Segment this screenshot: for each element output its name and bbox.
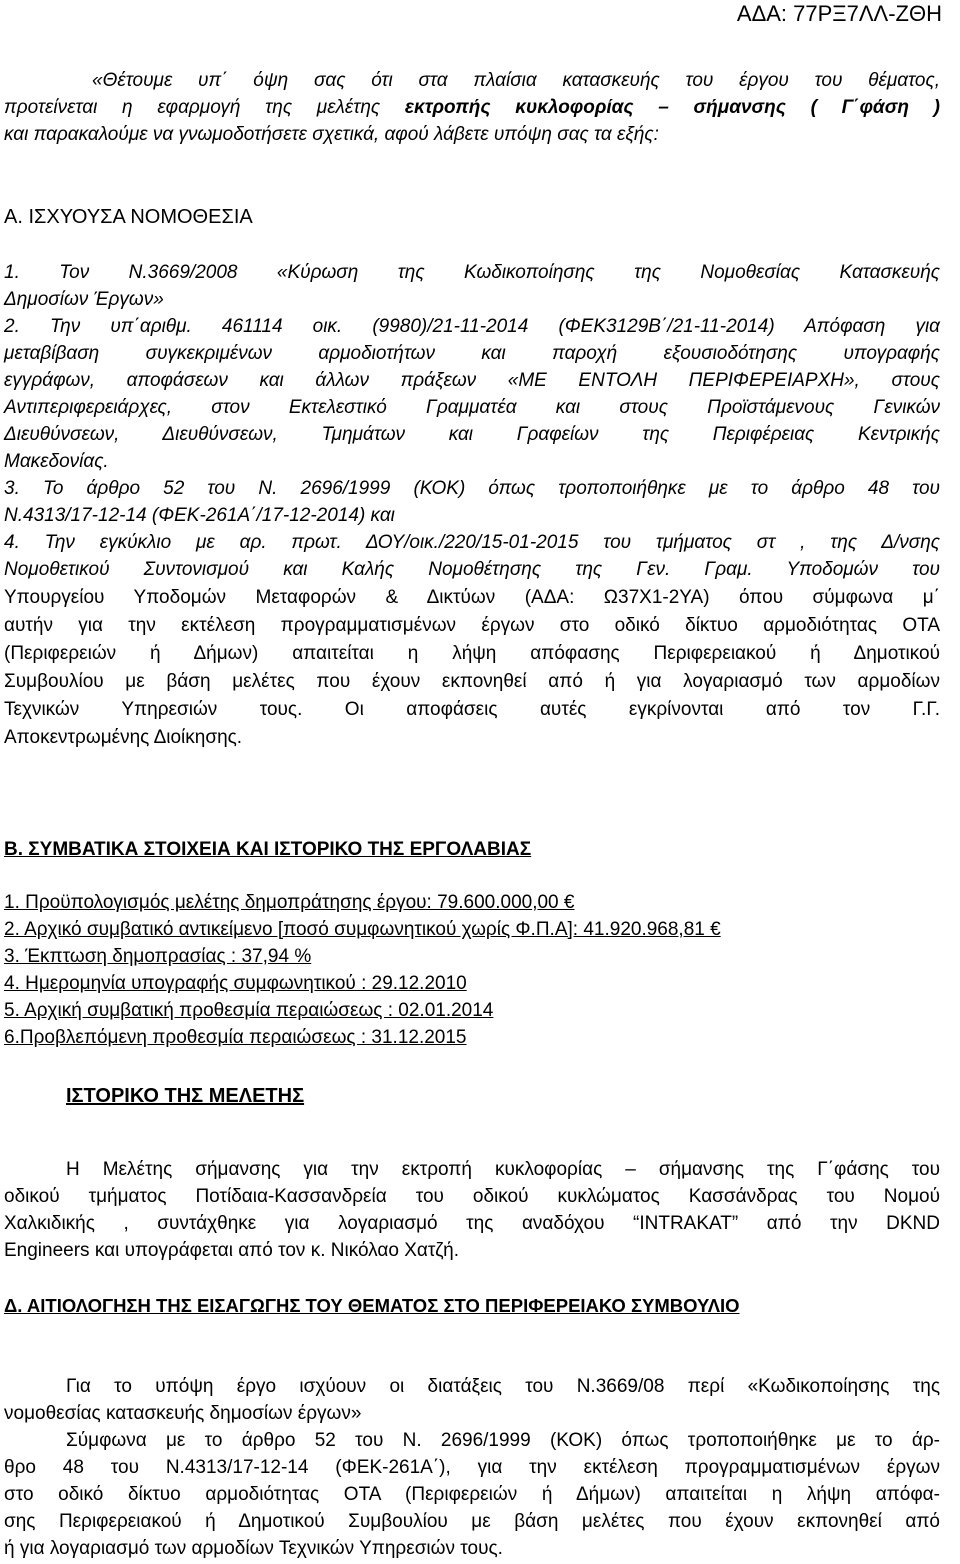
contract-item: 2. Αρχικό συμβατικό αντικείμενο [ποσό συμφωνητικού χωρίς Φ.Π.Α]: 41.920.968,81 € [4, 919, 721, 940]
section-a-line: Αποκεντρωμένης Διοίκησης. [4, 727, 243, 748]
section-d-title: Δ. ΑΙΤΙΟΛΟΓΗΣΗ ΤΗΣ ΕΙΣΑΓΩΓΗΣ ΤΟΥ ΘΕΜΑΤΟΣ ΣΤΟ ΠΕΡΙΦΕΡΕΙΑΚΟ ΣΥΜΒΟΥΛΙΟ [4, 1295, 740, 1316]
section-a-title: Α. ΙΣΧΥΟΥΣΑ ΝΟΜΟΘΕΣΙΑ [4, 206, 253, 228]
contract-item: 6.Προβλεπόμενη προθεσμία περαιώσεως : 31.12.2015 [4, 1027, 467, 1048]
ada-code: ΑΔΑ: 77ΡΞ7ΛΛ-ΖΘΗ [736, 1, 942, 26]
section-a-line: Ν.4313/17-12-14 (ΦΕΚ-261Α΄/17-12-2014) και [4, 505, 395, 526]
intro-line-1: «Θέτουμε υπ΄ όψη σας ότι στα πλαίσια κατασκευής του έργου του θέματος, [92, 70, 940, 91]
section-a-line: Αντιπεριφερειάρχες, στον Εκτελεστικό Γραμματέα και στους Προϊστάμενους Γενικών [4, 397, 940, 418]
section-d-line: στο οδικό δίκτυο αρμοδιότητας ΟΤΑ (Περιφερειών ή Δήμων) απαιτείται η λήψη απόφα- [4, 1484, 940, 1505]
section-b-title: Β. ΣΥΜΒΑΤΙΚΑ ΣΤΟΙΧΕΙΑ ΚΑΙ ΙΣΤΟΡΙΚΟ ΤΗΣ ΕΡΓΟΛΑΒΙΑΣ [4, 839, 532, 860]
section-a-line: 1. Τον Ν.3669/2008 «Κύρωση της Κωδικοποίησης της Νομοθεσίας Κατασκευής [4, 262, 940, 283]
history-line: οδικού τμήματος Ποτίδαια-Κασσανδρεία του οδικού κυκλώματος Κασσάνδρας του Νομού [4, 1186, 940, 1207]
section-a-line: Υπουργείου Υποδομών Μεταφορών & Δικτύων (ΑΔΑ: Ω37Χ1-2ΥΑ) όπου σύμφωνα μ΄ [4, 587, 940, 608]
section-a-line: μεταβίβαση συγκεκριμένων αρμοδιοτήτων και παροχή εξουσιοδότησης υπογραφής [4, 343, 940, 364]
section-a-line: 2. Την υπ΄αριθμ. 461114 οικ. (9980)/21-11-2014 (ΦΕΚ3129Β΄/21-11-2014) Απόφαση για [4, 316, 940, 337]
section-a-line: Συμβουλίου με βάση μελέτες που έχουν εκπονηθεί από ή για λογαριασμό των αρμοδίων [4, 671, 940, 692]
section-a-line: Τεχνικών Υπηρεσιών τους. Οι αποφάσεις αυτές εγκρίνονται από τον Γ.Γ. [4, 699, 940, 720]
history-line: Η Μελέτης σήμανσης για την εκτροπή κυκλοφορίας – σήμανσης της Γ΄φάσης του [66, 1159, 940, 1180]
intro-line-2a: προτείνεται η εφαρμογή της μελέτης [4, 97, 405, 118]
history-line: Engineers και υπογράφεται από τον κ. Νικόλαο Χατζή. [4, 1240, 459, 1261]
intro-line-3: και παρακαλούμε να γνωμοδοτήσετε σχετικά, αφού λάβετε υπόψη σας τα εξής: [4, 124, 659, 145]
section-d-line: θρο 48 του Ν.4313/17-12-14 (ΦΕΚ-261Α΄), για την εκτέλεση προγραμματισμένων έργων [4, 1457, 940, 1478]
intro-line-2 [4, 97, 940, 119]
section-a-line: Δημοσίων Έργων» [4, 289, 164, 310]
contract-item: 4. Ημερομηνία υπογραφής συμφωνητικού : 29.12.2010 [4, 973, 467, 994]
contract-item: 1. Προϋπολογισμός μελέτης δημοπράτησης έργου: 79.600.000,00 € [4, 892, 575, 913]
contract-item: 5. Αρχική συμβατική προθεσμία περαιώσεως : 02.01.2014 [4, 1000, 494, 1021]
section-a-line: 3. Το άρθρο 52 του Ν. 2696/1999 (ΚΟΚ) όπως τροποποιήθηκε με το άρθρο 48 του [4, 478, 940, 499]
section-a-line: εγγράφων, αποφάσεων και άλλων πράξεων «ΜΕ ΕΝΤΟΛΗ ΠΕΡΙΦΕΡΕΙΑΡΧΗ», στους [4, 370, 940, 391]
section-a-line: (Περιφερειών ή Δήμων) απαιτείται η λήψη απόφασης Περιφερειακού ή Δημοτικού [4, 643, 940, 664]
section-d-line: Για το υπόψη έργο ισχύουν οι διατάξεις του Ν.3669/08 περί «Κωδικοποίησης της [66, 1376, 940, 1397]
section-d-line: νομοθεσίας κατασκευής δημοσίων έργων» [4, 1403, 362, 1424]
section-a-line: Νομοθετικού Συντονισμού και Καλής Νομοθέτησης της Γεν. Γραμ. Υποδομών του [4, 559, 940, 580]
section-d-line: ή για λογαριασμό των αρμοδίων Τεχνικών Υπηρεσιών τους. [4, 1538, 503, 1559]
section-a-line: 4. Την εγκύκλιο με αρ. πρωτ. ΔΟΥ/οικ./220/15-01-2015 του τμήματος στ , της Δ/νσης [4, 532, 940, 553]
section-d-line: σης Περιφερειακού ή Δημοτικού Συμβουλίου με βάση μελέτες που έχουν εκπονηθεί από [4, 1511, 940, 1532]
contract-item: 3. Έκπτωση δημοπρασίας : 37,94 % [4, 946, 312, 967]
section-d-line: Σύμφωνα με το άρθρο 52 του Ν. 2696/1999 (ΚΟΚ) όπως τροποποιήθηκε με το άρ- [66, 1430, 940, 1451]
intro-line-2b-emphasis: εκτροπής κυκλοφορίας – σήμανσης ( Γ΄φάση ) [404, 97, 940, 118]
section-a-line: Διευθύνσεων, Διευθύνσεων, Τμημάτων και Γραφείων της Περιφέρειας Κεντρικής [4, 424, 940, 445]
section-a-line: αυτήν για την εκτέλεση προγραμματισμένων έργων στο οδικό δίκτυο αρμοδιότητας ΟΤΑ [4, 615, 940, 636]
history-title: ΙΣΤΟΡΙΚΟ ΤΗΣ ΜΕΛΕΤΗΣ [66, 1085, 305, 1107]
history-line: Χαλκιδικής , συντάχθηκε για λογαριασμό της αναδόχου “INTRAKAT” από την DKND [4, 1213, 940, 1234]
section-a-line: Μακεδονίας. [4, 451, 109, 472]
